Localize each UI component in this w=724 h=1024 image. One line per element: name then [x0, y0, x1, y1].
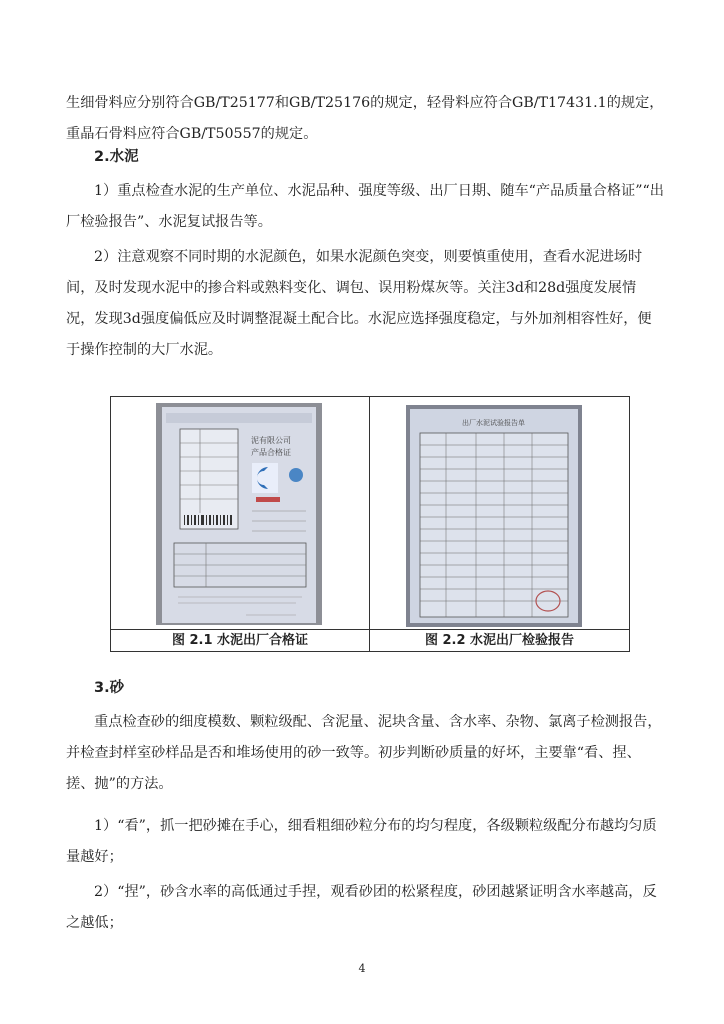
paragraph-sand-check: 重点检查砂的细度模数、颗粒级配、含泥量、泥块含量、含水率、杂物、氯离子检测报告，并检查封样室砂样品是否和堆场使用的砂一致等。初步判断砂质量的好坏，主要靠“看、捏、搓、抛”的方法。	[66, 714, 662, 792]
heading-sand: 3.砂	[94, 680, 125, 696]
paragraph-cement-check: 1）重点检查水泥的生产单位、水泥品种、强度等级、出厂日期、随车“产品质量合格证”“出厂检验报告”、水泥复试报告等。	[66, 183, 664, 230]
inspection-report-photo	[406, 405, 582, 627]
paragraph-sand-look: 1）“看”，抓一把砂摊在手心，细看粗细砂粒分布的均匀程度，各级颗粒级配分布越均匀质量越好；	[66, 818, 657, 865]
figure-2-1-caption: 图 2.1 水泥出厂合格证	[171, 633, 309, 648]
paragraph-aggregate-standards: 生细骨料应分别符合GB/T25177和GB/T25176的规定，轻骨料应符合GB/T17431.1的规定，重晶石骨料应符合GB/T50557的规定。	[66, 95, 664, 142]
heading-cement: 2.水泥	[94, 149, 139, 165]
cement-certificate-photo	[156, 403, 322, 625]
report-title-text: 出厂水泥试验报告单	[462, 419, 525, 427]
paragraph-sand-pinch: 2）“捏”，砂含水率的高低通过手捏，观看砂团的松紧程度，砂团越紧证明含水率越高，反之越低；	[66, 884, 657, 931]
page-number: 4	[358, 962, 366, 975]
figure-2-2-caption: 图 2.2 水泥出厂检验报告	[424, 633, 575, 648]
cert-subtitle-text: 产品合格证	[251, 448, 291, 457]
paragraph-cement-color: 2）注意观察不同时期的水泥颜色，如果水泥颜色突变，则要慎重使用，查看水泥进场时间，及时发现水泥中的掺合料或熟料变化、调包、误用粉煤灰等。关注3d和28d强度发展情况，发现3d强度偏低应及时调整混凝土配合比。水泥应选择强度稳定，与外加剂相容性好，便于操作控制的大厂水泥。	[66, 249, 652, 358]
figure-table	[110, 396, 630, 652]
cert-title-text: 泥有限公司	[251, 436, 291, 445]
